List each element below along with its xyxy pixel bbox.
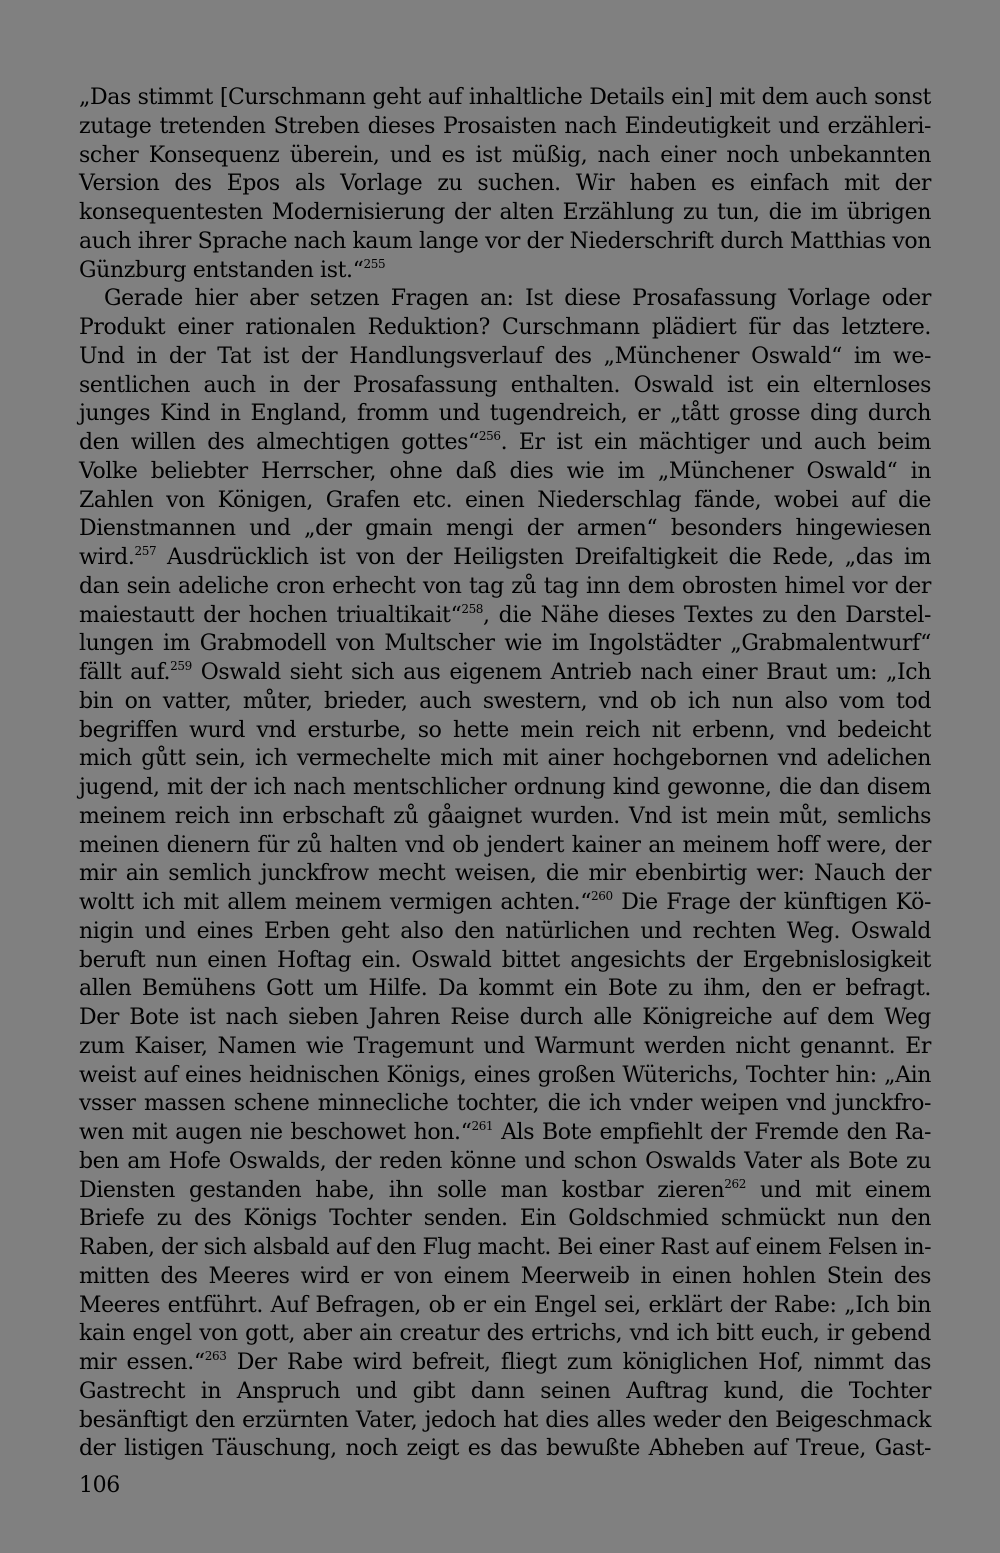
text-line <box>79 1263 931 1292</box>
text-line-content: fällt auf. <box>79 660 171 685</box>
text-line <box>79 745 931 774</box>
text-line-continuation: Oswald sieht sich aus eigenem Antrieb nach einer Braut um: „Ich <box>191 660 931 685</box>
text-line <box>79 774 931 803</box>
text-line <box>79 515 931 544</box>
text-line <box>79 630 931 659</box>
text-line-content: Raben, der sich alsbald auf den Flug macht. Bei einer Rast auf einem Felsen in- <box>79 1235 931 1260</box>
text-line-content: konsequentesten Modernisierung der alten Erzählung zu tun, die im übrigen <box>79 200 931 225</box>
text-line-continuation: Der Rabe wird befreit, fliegt zum königlichen Hof, nimmt das <box>226 1350 931 1375</box>
text-line-content: bin on vatter, můter, brieder, auch swestern, vnd ob ich nun also vom tod <box>79 688 931 714</box>
text-line-content: Gastrecht in Anspruch und gibt dann seinen Auftrag kund, die Tochter <box>79 1378 931 1404</box>
text-line <box>79 1234 931 1263</box>
text-line <box>79 688 931 717</box>
footnote-reference: 258 <box>461 601 484 616</box>
text-line <box>79 285 931 314</box>
footnote-reference: 263 <box>204 1349 227 1363</box>
text-line <box>79 803 931 832</box>
text-line-content: Zahlen von Königen, Grafen etc. einen Niederschlag fände, wobei auf die <box>79 487 931 513</box>
text-line-content: „Das stimmt [Curschmann geht auf inhaltliche Details ein] mit dem auch sonst <box>79 85 931 110</box>
text-line <box>79 602 931 631</box>
text-line <box>79 860 931 889</box>
page-number: 106 <box>79 1473 120 1498</box>
text-line <box>79 1033 931 1062</box>
text-line <box>79 113 931 142</box>
text-line-content: Günzburg entstanden ist.“ <box>79 257 364 283</box>
text-line-continuation: . Er ist ein mächtiger und auch beim <box>500 430 931 455</box>
text-line-content: Der Bote ist nach sieben Jahren Reise durch alle Königreiche auf dem Weg <box>79 1005 931 1030</box>
text-line <box>79 1062 931 1091</box>
text-line <box>79 1349 931 1378</box>
text-line <box>79 659 931 688</box>
text-line-content: Meeres entführt. Auf Befragen, ob er ein Engel sei, erklärt der Rabe: „Ich bin <box>79 1292 931 1318</box>
text-line-content: mich gůtt sein, ich vermechelte mich mit ainer hochgebornen vnd adelichen <box>79 746 931 772</box>
text-line <box>79 1205 931 1234</box>
text-line-content: lungen im Grabmodell von Multscher wie im Ingolstädter „Grabmalentwurf“ <box>79 631 931 657</box>
text-line-content: sentlichen auch in der Prosafassung enthalten. Oswald ist ein elternloses <box>79 372 931 398</box>
text-line-content: der listigen Täuschung, noch zeigt es das bewußte Abheben auf Treue, Gast- <box>79 1436 931 1462</box>
footnote-reference: 259 <box>170 659 192 673</box>
text-line-content: besänftigt den erzürnten Vater, jedoch hat dies alles weder den Beigeschmack <box>79 1407 931 1433</box>
text-line <box>79 889 931 918</box>
text-line-content: Produkt einer rationalen Reduktion? Curschmann plädiert für das letztere. <box>79 315 931 340</box>
text-line-content: zum Kaiser, Namen wie Tragemunt und Warmunt werden nicht genannt. Er <box>79 1033 931 1059</box>
text-line-content: Briefe zu des Königs Tochter senden. Ein Goldschmied schmückt nun den <box>79 1206 931 1232</box>
text-line <box>79 1004 931 1033</box>
text-line <box>79 228 931 257</box>
text-line-content: den willen des almechtigen gottes“ <box>79 430 479 455</box>
text-line <box>79 1090 931 1119</box>
text-line <box>79 1177 931 1206</box>
text-line <box>79 947 931 976</box>
footnote-reference: 262 <box>724 1176 746 1191</box>
text-line-content: weist auf eines heidnischen Königs, eines großen Wüterichs, Tochter hin: „Ain <box>79 1062 931 1088</box>
text-line <box>79 1320 931 1349</box>
text-line-content: Dienstmannen und „der gmain mengi der armen“ besonders hingewiesen <box>79 516 931 542</box>
text-line-content: Und in der Tat ist der Handlungsverlauf des „Münchener Oswald“ im we- <box>79 343 931 369</box>
text-line <box>79 1407 931 1436</box>
footnote-reference: 255 <box>363 256 386 271</box>
text-line-continuation: Als Bote empfiehlt der Fremde den Ra- <box>493 1120 931 1145</box>
footnote-reference: 257 <box>134 544 157 558</box>
text-line-content: maiestautt der hochen triualtikait“ <box>79 602 462 628</box>
text-line <box>79 314 931 343</box>
text-line <box>79 170 931 199</box>
text-line-continuation: Die Frage der künftigen Kö- <box>612 890 931 915</box>
text-line <box>79 487 931 516</box>
text-line <box>79 343 931 372</box>
text-line-content: wen mit augen nie beschowet hon.“ <box>79 1120 472 1145</box>
text-line-continuation: Ausdrücklich ist von der Heiligsten Dreifaltigkeit die Rede, „das im <box>156 545 931 570</box>
text-line-content: meinen dienern für zů halten vnd ob jendert kainer an meinem hoff were, der <box>79 832 931 858</box>
text-line-content: dan sein adeliche cron erhecht von tag zů tag inn dem obrosten himel vor der <box>79 573 931 599</box>
text-line-content: mitten des Meeres wird er von einem Meerweib in einen hohlen Stein des <box>79 1263 931 1289</box>
text-line-content: nigin und eines Erben geht also den natürlichen und rechten Weg. Oswald <box>79 918 931 944</box>
text-line <box>79 199 931 228</box>
text-line-content: Version des Epos als Vorlage zu suchen. Wir haben es einfach mit der <box>79 171 931 197</box>
text-line <box>79 918 931 947</box>
text-line-continuation: , die Nähe dieses Textes zu den Darstel- <box>483 602 931 628</box>
text-line-content: mir essen.“ <box>79 1350 205 1375</box>
text-line <box>79 257 931 286</box>
text-line <box>79 1435 931 1464</box>
text-line <box>79 573 931 602</box>
text-line-content: Diensten gestanden habe, ihn solle man kostbar zieren <box>79 1177 725 1203</box>
body-text <box>79 84 931 1464</box>
text-line <box>79 142 931 171</box>
text-line-content: zutage tretenden Streben dieses Prosaisten nach Eindeutigkeit und erzähleri- <box>79 113 931 139</box>
text-line <box>79 458 931 487</box>
text-line-content: Gerade hier aber setzen Fragen an: Ist diese Prosafassung Vorlage oder <box>104 286 931 312</box>
text-line-content: beruft nun einen Hoftag ein. Oswald bittet angesichts der Ergebnislosigkeit <box>79 947 931 973</box>
text-line <box>79 1292 931 1321</box>
text-line <box>79 975 931 1004</box>
text-line <box>79 429 931 458</box>
footnote-reference: 261 <box>471 1119 494 1133</box>
footnote-reference: 256 <box>478 429 501 443</box>
text-line-content: begriffen wurd vnd ersturbe, so hette mein reich nit erbenn, vnd bedeicht <box>79 717 931 743</box>
text-line <box>79 1378 931 1407</box>
text-line <box>79 400 931 429</box>
text-line-content: mir ain semlich junckfrow mecht weisen, die mir ebenbirtig wer: Nauch der <box>79 861 931 887</box>
text-line <box>79 84 931 113</box>
text-line-content: scher Konsequenz überein, und es ist müßig, nach einer noch unbekannten <box>79 142 931 168</box>
text-line-content: allen Bemühens Gott um Hilfe. Da kommt ein Bote zu ihm, den er befragt. <box>79 976 931 1002</box>
text-line-content: meinem reich inn erbschaft zů gåaignet wurden. Vnd ist mein můt, semlichs <box>79 803 931 829</box>
text-line-content: vsser massen schene minnecliche tochter, die ich vnder weipen vnd junckfro- <box>79 1091 931 1117</box>
text-line-content: wird. <box>79 545 135 570</box>
text-line-content: junges Kind in England, fromm und tugendreich, er „tått grosse ding durch <box>79 401 931 427</box>
text-line <box>79 832 931 861</box>
text-line-content: jugend, mit der ich nach mentschlicher ordnung kind gewonne, die dan disem <box>79 775 931 800</box>
text-line-content: auch ihrer Sprache nach kaum lange vor der Niederschrift durch Matthias von <box>79 228 932 254</box>
text-line <box>79 372 931 401</box>
text-line <box>79 1119 931 1148</box>
footnote-reference: 260 <box>591 889 613 903</box>
text-line <box>79 717 931 746</box>
text-line-content: woltt ich mit allem meinem vermigen achten.“ <box>79 890 592 915</box>
text-line <box>79 1148 931 1177</box>
text-line-content: kain engel von gott, aber ain creatur des ertrichs, vnd ich bitt euch, ir gebend <box>79 1321 931 1347</box>
text-line-content: Volke beliebter Herrscher, ohne daß dies wie im „Münchener Oswald“ in <box>79 458 931 484</box>
text-line <box>79 544 931 573</box>
text-line-content: ben am Hofe Oswalds, der reden könne und schon Oswalds Vater als Bote zu <box>79 1148 931 1174</box>
text-line-continuation: und mit einem <box>745 1177 931 1203</box>
